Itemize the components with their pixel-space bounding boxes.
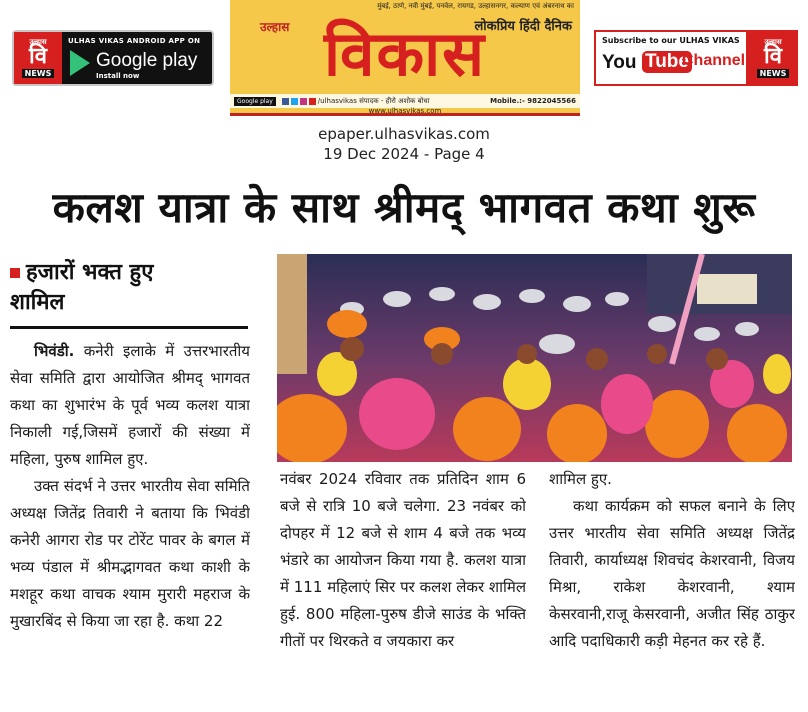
logo-top-text: उल्हास xyxy=(29,38,47,46)
logo-top-text-right: उल्हास xyxy=(764,38,782,46)
facebook-icon xyxy=(282,98,289,105)
youtube-you-text: You xyxy=(602,52,637,73)
instagram-icon xyxy=(300,98,307,105)
newspaper-masthead xyxy=(230,0,580,116)
youtube-channel-text: Channel xyxy=(682,52,746,69)
logo-glyph-right: वि xyxy=(764,44,782,69)
youtube-channel-badge[interactable] xyxy=(594,30,798,86)
col3-paragraph-2: कथा कार्यक्रम को सफल बनाने के लिए उत्तर भारतीय सेवा समिति अध्यक्ष जितेंद्र तिवारी, कार्याध्यक्ष शिवचंद केशरवानी, विजय मिश्रा, राकेश केशरवानी, श्याम केसरवानी,राजू केसरवानी, अजीत सिंह ठाकुर आदि पदाधिकारी कड़ी मेहनत कर रहे हैं. xyxy=(549,497,795,650)
google-play-block xyxy=(62,32,212,84)
youtube-tube-logo: Tube xyxy=(642,51,692,73)
youtube-subscribe-box xyxy=(594,30,748,86)
google-play-label: Google play xyxy=(96,50,198,71)
article-column-1 xyxy=(10,338,250,703)
logo-news-text: NEWS xyxy=(22,69,55,78)
article-subheadline xyxy=(10,258,250,318)
masthead-tagline: लोकप्रिय हिंदी दैनिक xyxy=(474,19,572,34)
install-now-label: Install now xyxy=(96,72,140,80)
logo-news-text-right: NEWS xyxy=(757,69,790,78)
col3-paragraph-1: शामिल हुए. xyxy=(549,470,612,488)
article-column-2 xyxy=(280,466,526,706)
col2-paragraph-1: नवंबर 2024 रविवार तक प्रतिदिन शाम 6 बजे से रात्रि 10 बजे चलेगा. 23 नवंबर को दोपहर में 12 बजे से शाम 4 बजे तक भव्य भंडारे का आयोजन किया गया है. कलश यात्रा में 111 महिलाएं सिर पर कलश लेकर शामिल हुई. 800 महिला-पुरुष डीजे साउंड के भक्ति गीतों पर थिरकते व जयकारा कर xyxy=(280,470,526,650)
subhead-line-1: हजारों भक्त हुए xyxy=(26,260,154,285)
masthead-info-bar xyxy=(230,94,580,108)
newspaper-title: विकास xyxy=(323,17,487,90)
ulhas-vikas-logo-right xyxy=(748,30,798,86)
dateline: भिवंडी. xyxy=(34,342,75,360)
subhead-bullet-icon xyxy=(10,268,20,278)
android-app-badge[interactable] xyxy=(12,30,214,86)
photo-illustration xyxy=(277,254,792,462)
youtube-icon xyxy=(309,98,316,105)
kalash-yatra-photo xyxy=(277,254,792,462)
subhead-line-2: शामिल xyxy=(10,290,65,315)
masthead-small-title: उल्हास xyxy=(260,20,290,34)
epaper-date-page: 19 Dec 2024 - Page 4 xyxy=(323,145,485,163)
masthead-coverage-line: मुंबई, ठाणे, नवी मुंबई, पनवेल, रायगड, उल्हासनगर, कल्याण एवं अंबरनाथ का xyxy=(377,2,574,10)
google-play-icon xyxy=(70,50,90,76)
logo-glyph: वि xyxy=(29,44,47,69)
col1-paragraph-1: कनेरी इलाके में उत्तरभारतीय सेवा समिति द्वारा आयोजित श्रीमद् भागवत कथा का शुभारंभ के पूर्व भव्य कलश यात्रा निकाली गई,जिसमें हजारों की संख्या में महिला, पुरुष शामिल हुए. xyxy=(10,342,250,468)
masthead-mobile: Mobile.:- 9822045566 xyxy=(490,97,576,105)
epaper-url: epaper.ulhasvikas.com xyxy=(318,125,490,143)
subhead-divider xyxy=(10,326,248,329)
col1-paragraph-2: उक्त संदर्भ ने उत्तर भारतीय सेवा समिति अध्यक्ष जितेंद्र तिवारी ने बताया कि भिवंडी कनेरी आगरा रोड पर टोरेंट पावर के बगल में भव्य पंडाल में श्रीमद्भागवत कथा काशी के मशहूर कथा वाचक श्याम मुरारी महराज के मुखारबिंद से किया जा रहा है. कथा 22 xyxy=(10,477,250,630)
article-column-3 xyxy=(549,466,795,706)
app-badge-caption: ULHAS VIKAS ANDROID APP ON xyxy=(68,37,201,45)
ulhas-vikas-logo xyxy=(14,32,62,84)
masthead-website: www.ulhasvikas.com xyxy=(368,107,442,115)
youtube-subscribe-text: Subscribe to our ULHAS VIKAS xyxy=(602,36,740,45)
masthead-google-play-icon: Google play xyxy=(234,97,276,106)
twitter-icon xyxy=(291,98,298,105)
article-headline: कलश यात्रा के साथ श्रीमद् भागवत कथा शुरू xyxy=(52,183,756,232)
masthead-handle-editor: /ulhasvikas संपादक - हीरो अशोक बोधा xyxy=(317,96,430,105)
